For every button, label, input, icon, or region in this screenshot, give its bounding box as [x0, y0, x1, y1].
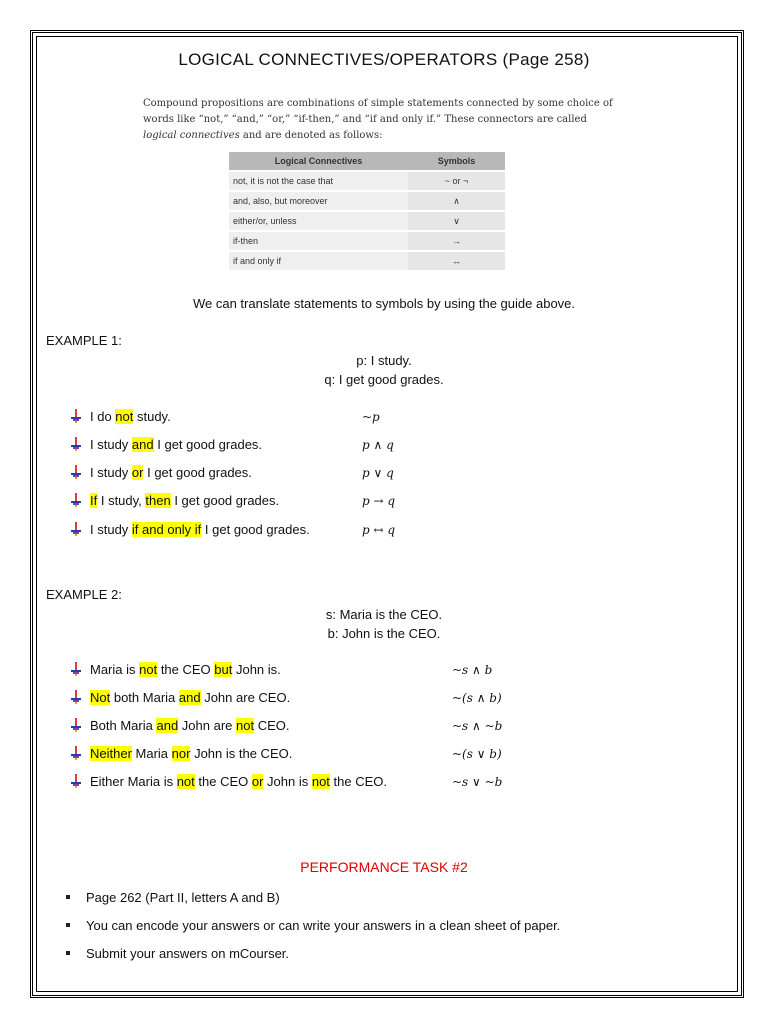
- table-row: [229, 191, 505, 211]
- premise-q: q: I get good grades.: [324, 372, 444, 387]
- example1-premises: [0, 351, 768, 389]
- example2-row: Either Maria is not the CEO or John is not the CEO.: [70, 772, 387, 792]
- example2-row: Neither Maria nor John is the CEO.: [70, 744, 292, 764]
- symbol-expression: ~(s ∧ b): [452, 691, 502, 705]
- example1-row: I study or I get good grades.: [70, 463, 252, 483]
- intro-paragraph: Compound propositions are combinations of simple statements connected by some choice of words like “not,” “and,” “or,” “if-then,” and “if and only if.” These connectors are called logical connectives and are denoted as follows:: [143, 98, 613, 141]
- arrow-bullet-icon: [70, 493, 82, 507]
- example2-row: Both Maria and John are not CEO.: [70, 716, 290, 736]
- symbol-expression: p ↔ q: [362, 523, 396, 537]
- table-header: Symbols: [408, 152, 505, 171]
- square-bullet-icon: [66, 951, 70, 955]
- task-item: Page 262 (Part II, letters A and B): [66, 890, 280, 905]
- example1-row: I do not study.: [70, 407, 171, 427]
- symbol-expression: p ∨ q: [362, 466, 394, 480]
- symbol-expression: p ∧ q: [362, 438, 394, 452]
- example1-label: EXAMPLE 1:: [46, 333, 122, 348]
- example1-row: I study if and only if I get good grades.: [70, 520, 310, 540]
- table-cell: →: [408, 231, 505, 251]
- arrow-bullet-icon: [70, 409, 82, 423]
- arrow-bullet-icon: [70, 522, 82, 536]
- example2-label: EXAMPLE 2:: [46, 587, 122, 602]
- symbol-expression: ~s ∨ ~b: [452, 775, 503, 789]
- example2-row: Maria is not the CEO but John is.: [70, 660, 281, 680]
- square-bullet-icon: [66, 923, 70, 927]
- example2-premises: [0, 605, 768, 643]
- table-cell: if and only if: [229, 251, 408, 270]
- arrow-bullet-icon: [70, 746, 82, 760]
- premise-b: b: John is the CEO.: [327, 626, 441, 641]
- arrow-bullet-icon: [70, 774, 82, 788]
- symbol-expression: ~p: [362, 410, 380, 424]
- symbol-expression: ~s ∧ b: [452, 663, 493, 677]
- table-header: Logical Connectives: [229, 152, 408, 171]
- premise-p: p: I study.: [356, 353, 412, 368]
- connectives-table: [229, 152, 505, 270]
- arrow-bullet-icon: [70, 718, 82, 732]
- table-row: [229, 231, 505, 251]
- arrow-bullet-icon: [70, 690, 82, 704]
- table-row: [229, 171, 505, 191]
- task-item: Submit your answers on mCourser.: [66, 946, 289, 961]
- table-cell: ∧: [408, 191, 505, 211]
- arrow-bullet-icon: [70, 662, 82, 676]
- table-cell: ↔: [408, 251, 505, 270]
- square-bullet-icon: [66, 895, 70, 899]
- example1-row: I study and I get good grades.: [70, 435, 262, 455]
- arrow-bullet-icon: [70, 465, 82, 479]
- page-title: LOGICAL CONNECTIVES/OPERATORS (Page 258): [178, 50, 590, 69]
- symbol-expression: ~s ∧ ~b: [452, 719, 503, 733]
- task-title: PERFORMANCE TASK #2: [300, 859, 468, 875]
- table-row: [229, 211, 505, 231]
- premise-s: s: Maria is the CEO.: [325, 607, 443, 622]
- symbol-expression: ~(s ∨ b): [452, 747, 502, 761]
- table-row: [229, 251, 505, 270]
- guide-text: We can translate statements to symbols by using the guide above.: [192, 296, 576, 311]
- table-cell: and, also, but moreover: [229, 191, 408, 211]
- example1-row: If I study, then I get good grades.: [70, 491, 279, 511]
- table-header-row: [229, 152, 505, 171]
- table-cell: ~ or ¬: [408, 171, 505, 191]
- example2-row: Not both Maria and John are CEO.: [70, 688, 290, 708]
- symbol-expression: p → q: [362, 494, 396, 508]
- table-cell: not, it is not the case that: [229, 171, 408, 191]
- table-cell: ∨: [408, 211, 505, 231]
- table-cell: either/or, unless: [229, 211, 408, 231]
- arrow-bullet-icon: [70, 437, 82, 451]
- table-cell: if-then: [229, 231, 408, 251]
- task-item: You can encode your answers or can write your answers in a clean sheet of paper.: [66, 918, 560, 933]
